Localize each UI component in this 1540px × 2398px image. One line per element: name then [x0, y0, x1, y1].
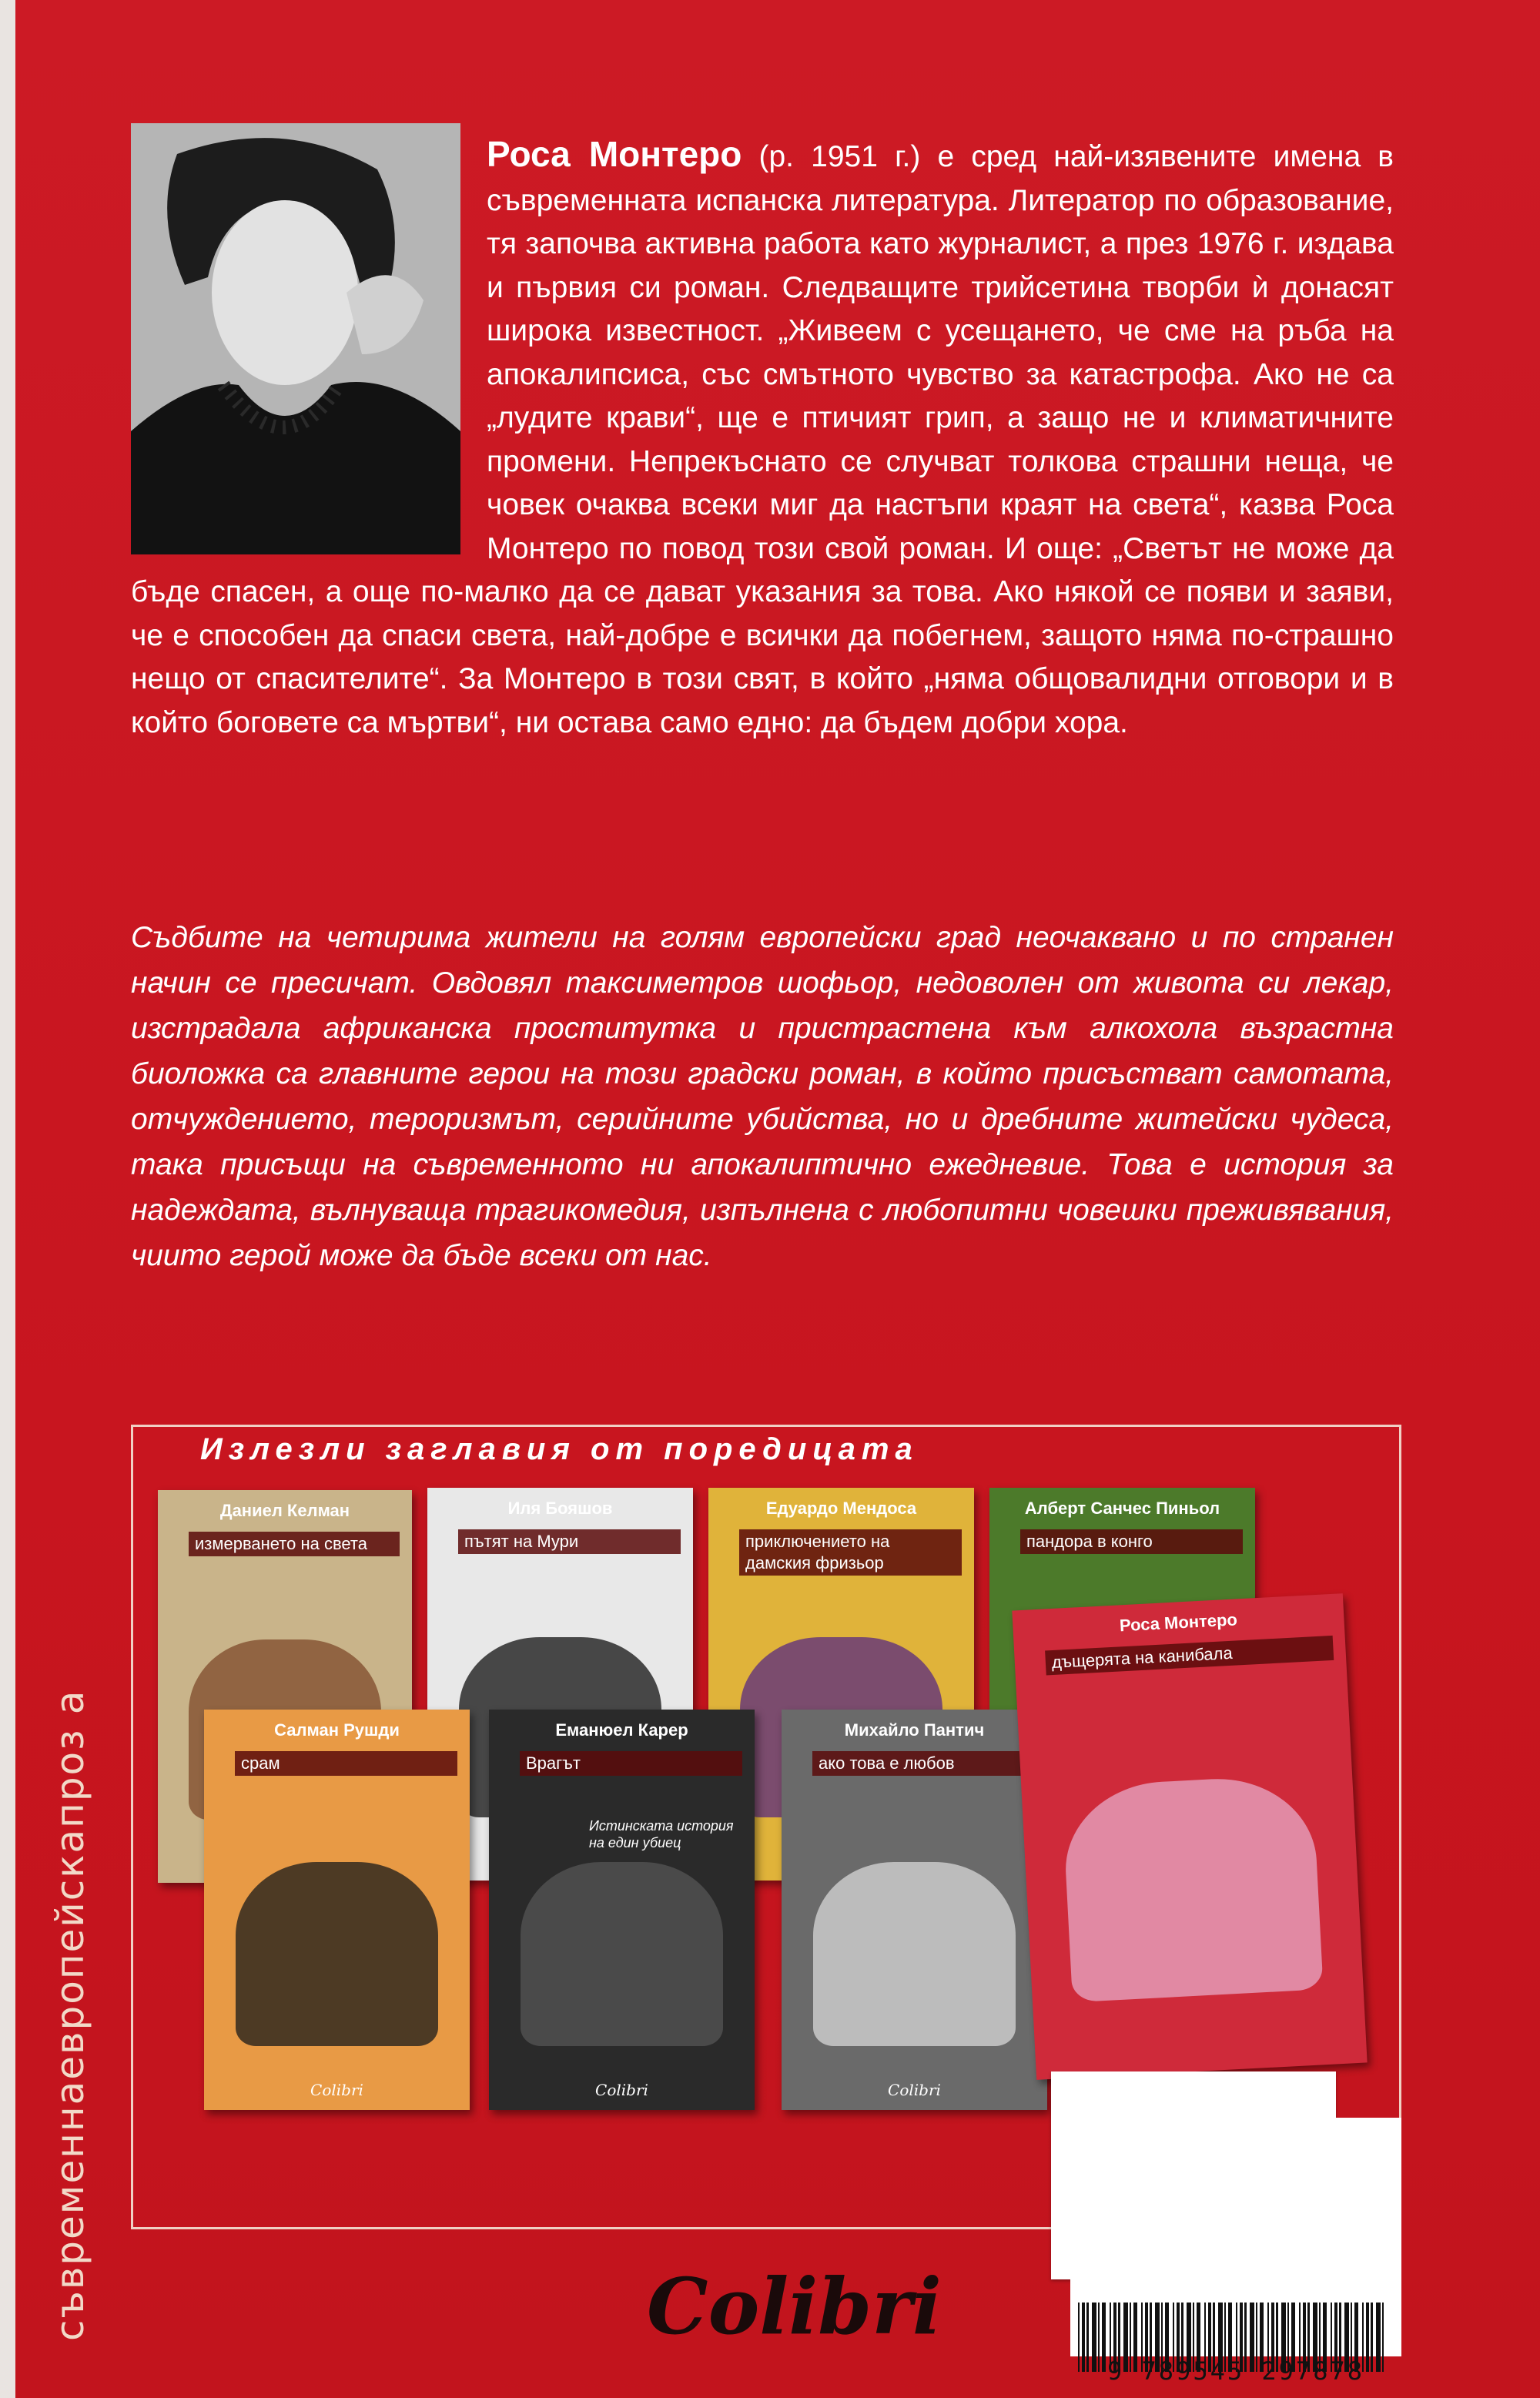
series-heading: Излезли заглавия от поредицата — [200, 1432, 919, 1466]
series-book-cover — [1012, 1593, 1367, 2080]
book-title: измерването на света — [189, 1532, 400, 1556]
book-author: Иля Бояшов — [507, 1499, 613, 1518]
book-title: пандора в конго — [1020, 1529, 1243, 1554]
series-name-part1: съвременнаевропейскапро — [48, 1750, 92, 2341]
book-title: пътят на Мури — [458, 1529, 681, 1554]
book-subtitle: Истинската история на един убиец — [589, 1818, 734, 1850]
spine-edge — [0, 0, 15, 2398]
book-artwork — [521, 1862, 722, 2046]
book-synopsis: Съдбите на четирима жители на голям европейски град неочаквано и по странен начин се пресичат. Овдовял таксиметров шофьор, недоволен от живота си лекар, изстрадала африканска проститутка и пристрастена към алкохола възрастна биоложка са главните герои на този градски роман, в който присъстват самотата, отчуждението, тероризмът, серийните убийства, но и дребните житейски чудеса, така присъщи на съвременното ни апокалиптично ежедневие. Това е история за надеждата, вълнуваща трагикомедия, изпълнена с любопитни човешки преживявания, чиито герой може да бъде всеки от нас. — [131, 921, 1394, 1272]
series-name-vertical — [48, 1140, 102, 2341]
author-bio — [131, 132, 1394, 745]
publisher-logo: Colibri — [647, 2261, 942, 2352]
book-author: Роса Монтеро — [1119, 1609, 1238, 1636]
book-author: Еманюел Карер — [555, 1720, 688, 1740]
book-author: Салман Рушди — [274, 1720, 400, 1740]
isbn-number: 9 789545 297878 — [1107, 2356, 1364, 2386]
book-publisher: Colibri — [310, 2081, 363, 2099]
book-publisher: Colibri — [595, 2081, 648, 2099]
book-title: приключението на дамския фризьор — [739, 1529, 962, 1576]
book-artwork — [1061, 1773, 1324, 2002]
book-publisher: Colibri — [888, 2081, 941, 2099]
book-title: срам — [235, 1751, 457, 1776]
book-author: Едуардо Мендоса — [765, 1499, 917, 1518]
book-artwork — [813, 1862, 1015, 2046]
series-book-cover — [204, 1710, 470, 2110]
author-name: Роса Монтеро — [487, 134, 742, 174]
book-artwork — [236, 1862, 437, 2046]
series-book-cover — [489, 1710, 755, 2110]
book-author: Даниел Келман — [219, 1501, 350, 1520]
book-title: Врагът — [520, 1751, 742, 1776]
book-author: Михайло Пантич — [844, 1720, 985, 1740]
series-book-cover — [782, 1710, 1047, 2110]
book-title: дъщерята на канибала — [1045, 1636, 1334, 1676]
book-author: Алберт Санчес Пиньол — [1024, 1499, 1220, 1518]
author-bio-text: (р. 1951 г.) е сред най-изявените имена в съвременната испанска литература. Литератор по образование, тя започва активна работа като журналист, а през 1976 г. издава и първия си роман. Следващите трийсетина творби ѝ донасят широка известност. „Живеем с усещането, че сме на ръба на апокалипсиса, със смътното чувство за катастрофа. Ако не са „лудите крави“, ще е птичият грип, а защо не и климатичните промени. Непрекъснато се случват толкова страшни неща, че човек очаква всеки миг да настъпи краят на света“, казва Роса Монтеро по повод този свой роман. И още: „Светът не може да бъде спасен, а още по-малко да се дават указания за това. Ако някой се появи и заяви, че е способен да спаси света, най-добре е всички да побегнем, защото няма по-страшно нещо от спасителите“. За Монтеро в този свят, в който „няма общовалидни отговори и в който боговете са мъртви“, ни остава само едно: да бъдем добри хора. — [131, 140, 1394, 739]
book-title: ако това е любов — [812, 1751, 1035, 1776]
series-name-part2: за — [48, 1675, 92, 1750]
